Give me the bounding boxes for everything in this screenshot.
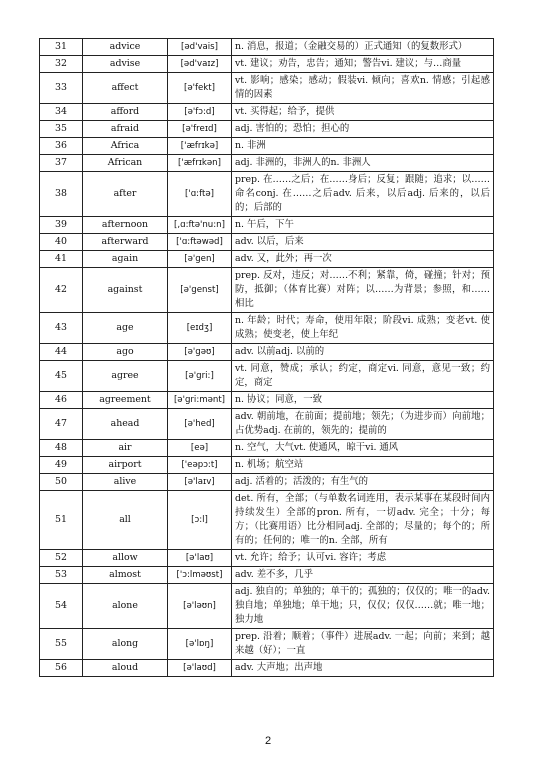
entry-phonetic: [ɔ:l] [168, 491, 232, 550]
table-row [40, 73, 494, 104]
table-row [40, 491, 494, 550]
table-row [40, 392, 494, 409]
entry-word: again [83, 251, 168, 268]
entry-definition: n. 消息，报道；（金融交易的）正式通知（的复数形式） [232, 39, 494, 56]
entry-definition: vt. 建议；劝告，忠告；通知；警告vi. 建议；与…商量 [232, 56, 494, 73]
entry-phonetic: [ə'genst] [168, 268, 232, 313]
entry-definition: adv. 又，此外；再一次 [232, 251, 494, 268]
entry-phonetic: ['eəpɔ:t] [168, 457, 232, 474]
entry-definition: adj. 活着的；活泼的；有生气的 [232, 474, 494, 491]
entry-definition: adj. 非洲的，非洲人的n. 非洲人 [232, 155, 494, 172]
entry-word: along [83, 629, 168, 660]
table-row [40, 104, 494, 121]
entry-number: 35 [40, 121, 83, 138]
entry-word: alone [83, 584, 168, 629]
entry-number: 55 [40, 629, 83, 660]
entry-word: afraid [83, 121, 168, 138]
entry-word: alive [83, 474, 168, 491]
entry-definition: adv. 以前adj. 以前的 [232, 344, 494, 361]
entry-phonetic: [ə'ləʊn] [168, 584, 232, 629]
entry-number: 38 [40, 172, 83, 217]
entry-definition: n. 非洲 [232, 138, 494, 155]
entry-definition: prep. 沿着；顺着；（事件）进展adv. 一起；向前；来到；越来越（好）；一直 [232, 629, 494, 660]
entry-word: advise [83, 56, 168, 73]
vocabulary-table [39, 38, 494, 677]
table-row [40, 313, 494, 344]
entry-phonetic: [,ɑ:ftə'nu:n] [168, 217, 232, 234]
table-row [40, 440, 494, 457]
entry-number: 53 [40, 567, 83, 584]
entry-number: 47 [40, 409, 83, 440]
entry-definition: prep. 反对，违反；对……不利；紧靠，倚，碰撞；针对；预防，抵御；（体育比赛）对阵；以……为背景；参照，和……相比 [232, 268, 494, 313]
entry-word: air [83, 440, 168, 457]
entry-word: after [83, 172, 168, 217]
entry-number: 33 [40, 73, 83, 104]
entry-number: 40 [40, 234, 83, 251]
table-row [40, 629, 494, 660]
entry-definition: n. 机场；航空站 [232, 457, 494, 474]
table-row [40, 121, 494, 138]
entry-definition: vt. 买得起；给予，提供 [232, 104, 494, 121]
entry-definition: vt. 同意，赞成；承认；约定，商定vi. 同意，意见一致；约定，商定 [232, 361, 494, 392]
entry-word: airport [83, 457, 168, 474]
entry-word: affect [83, 73, 168, 104]
entry-word: all [83, 491, 168, 550]
entry-definition: n. 午后，下午 [232, 217, 494, 234]
entry-number: 37 [40, 155, 83, 172]
table-row [40, 567, 494, 584]
entry-word: ago [83, 344, 168, 361]
vocabulary-table-body [40, 39, 494, 677]
table-row [40, 251, 494, 268]
entry-phonetic: [eə] [168, 440, 232, 457]
entry-phonetic: ['æfrɪkə] [168, 138, 232, 155]
entry-word: allow [83, 550, 168, 567]
entry-word: Africa [83, 138, 168, 155]
entry-phonetic: [ə'fekt] [168, 73, 232, 104]
entry-word: ahead [83, 409, 168, 440]
entry-phonetic: [ə'laʊd] [168, 660, 232, 677]
entry-phonetic: ['ɑ:ftəwəd] [168, 234, 232, 251]
table-row [40, 361, 494, 392]
entry-definition: adv. 大声地；出声地 [232, 660, 494, 677]
entry-definition: adj. 害怕的；恐怕；担心的 [232, 121, 494, 138]
table-row [40, 660, 494, 677]
entry-phonetic: ['ɑ:ftə] [168, 172, 232, 217]
entry-number: 48 [40, 440, 83, 457]
entry-phonetic: [ə'gri:] [168, 361, 232, 392]
entry-number: 31 [40, 39, 83, 56]
entry-phonetic: [ə'hed] [168, 409, 232, 440]
page-number: 2 [264, 735, 272, 747]
entry-phonetic: [eɪdʒ] [168, 313, 232, 344]
entry-word: almost [83, 567, 168, 584]
entry-definition: n. 年龄；时代；寿命，使用年限；阶段vi. 成熟；变老vt. 使成熟；使变老，使上年纪 [232, 313, 494, 344]
entry-phonetic: [ə'lɒŋ] [168, 629, 232, 660]
entry-word: advice [83, 39, 168, 56]
entry-definition: n. 协议；同意，一致 [232, 392, 494, 409]
entry-number: 49 [40, 457, 83, 474]
entry-definition: n. 空气，大气vt. 使通风，晾干vi. 通风 [232, 440, 494, 457]
entry-number: 52 [40, 550, 83, 567]
entry-number: 56 [40, 660, 83, 677]
entry-number: 36 [40, 138, 83, 155]
entry-phonetic: [ə'laɪv] [168, 474, 232, 491]
entry-definition: adv. 差不多，几乎 [232, 567, 494, 584]
entry-number: 34 [40, 104, 83, 121]
entry-number: 42 [40, 268, 83, 313]
table-row [40, 457, 494, 474]
table-row [40, 155, 494, 172]
entry-word: afternoon [83, 217, 168, 234]
entry-phonetic: [əd'vais] [168, 39, 232, 56]
entry-phonetic: [ə'gri:mənt] [168, 392, 232, 409]
table-row [40, 268, 494, 313]
entry-number: 46 [40, 392, 83, 409]
table-row [40, 550, 494, 567]
table-row [40, 138, 494, 155]
table-row [40, 344, 494, 361]
table-row [40, 217, 494, 234]
table-row [40, 172, 494, 217]
entry-definition: adj. 独自的；单独的；单干的；孤独的；仅仅的；唯一的adv. 独自地；单独地；单干地；只，仅仅；仅仅……就；唯一地；独力地 [232, 584, 494, 629]
entry-number: 41 [40, 251, 83, 268]
entry-word: against [83, 268, 168, 313]
entry-word: afterward [83, 234, 168, 251]
entry-phonetic: [əd'vaɪz] [168, 56, 232, 73]
entry-definition: vt. 允许；给予；认可vi. 容许；考虑 [232, 550, 494, 567]
entry-word: age [83, 313, 168, 344]
entry-word: African [83, 155, 168, 172]
entry-number: 39 [40, 217, 83, 234]
table-row [40, 409, 494, 440]
entry-phonetic: [ə'freɪd] [168, 121, 232, 138]
entry-word: afford [83, 104, 168, 121]
entry-word: aloud [83, 660, 168, 677]
entry-number: 45 [40, 361, 83, 392]
table-row [40, 56, 494, 73]
entry-definition: adv. 朝前地，在前面；提前地；领先；（为进步而）向前地；占优势adj. 在前的，领先的；提前的 [232, 409, 494, 440]
entry-definition: adv. 以后，后来 [232, 234, 494, 251]
entry-definition: det. 所有，全部；（与单数名词连用，表示某事在某段时间内持续发生）全部的pron. 所有，一切adv. 完全；十分；每方；（比赛用语）比分相同adj. 全部的；尽量的；每个的；所有的；任何的；唯一的n. 全部，所有 [232, 491, 494, 550]
entry-phonetic: [ə'gəʊ] [168, 344, 232, 361]
table-row [40, 234, 494, 251]
entry-number: 50 [40, 474, 83, 491]
entry-definition: vt. 影响；感染；感动；假装vi. 倾向；喜欢n. 情感；引起感情的因素 [232, 73, 494, 104]
table-row [40, 39, 494, 56]
entry-phonetic: ['ɔ:lməʊst] [168, 567, 232, 584]
entry-number: 51 [40, 491, 83, 550]
entry-word: agreement [83, 392, 168, 409]
table-row [40, 474, 494, 491]
entry-phonetic: ['æfrɪkən] [168, 155, 232, 172]
entry-phonetic: [ə'fɔ:d] [168, 104, 232, 121]
table-row [40, 584, 494, 629]
entry-number: 32 [40, 56, 83, 73]
entry-phonetic: [ə'laʊ] [168, 550, 232, 567]
entry-number: 54 [40, 584, 83, 629]
entry-number: 43 [40, 313, 83, 344]
entry-definition: prep. 在……之后；在……身后；反复；跟随；追求；以……命名conj. 在……之后adv. 后来，以后adj. 后来的，以后的；后部的 [232, 172, 494, 217]
entry-phonetic: [ə'gen] [168, 251, 232, 268]
entry-word: agree [83, 361, 168, 392]
entry-number: 44 [40, 344, 83, 361]
